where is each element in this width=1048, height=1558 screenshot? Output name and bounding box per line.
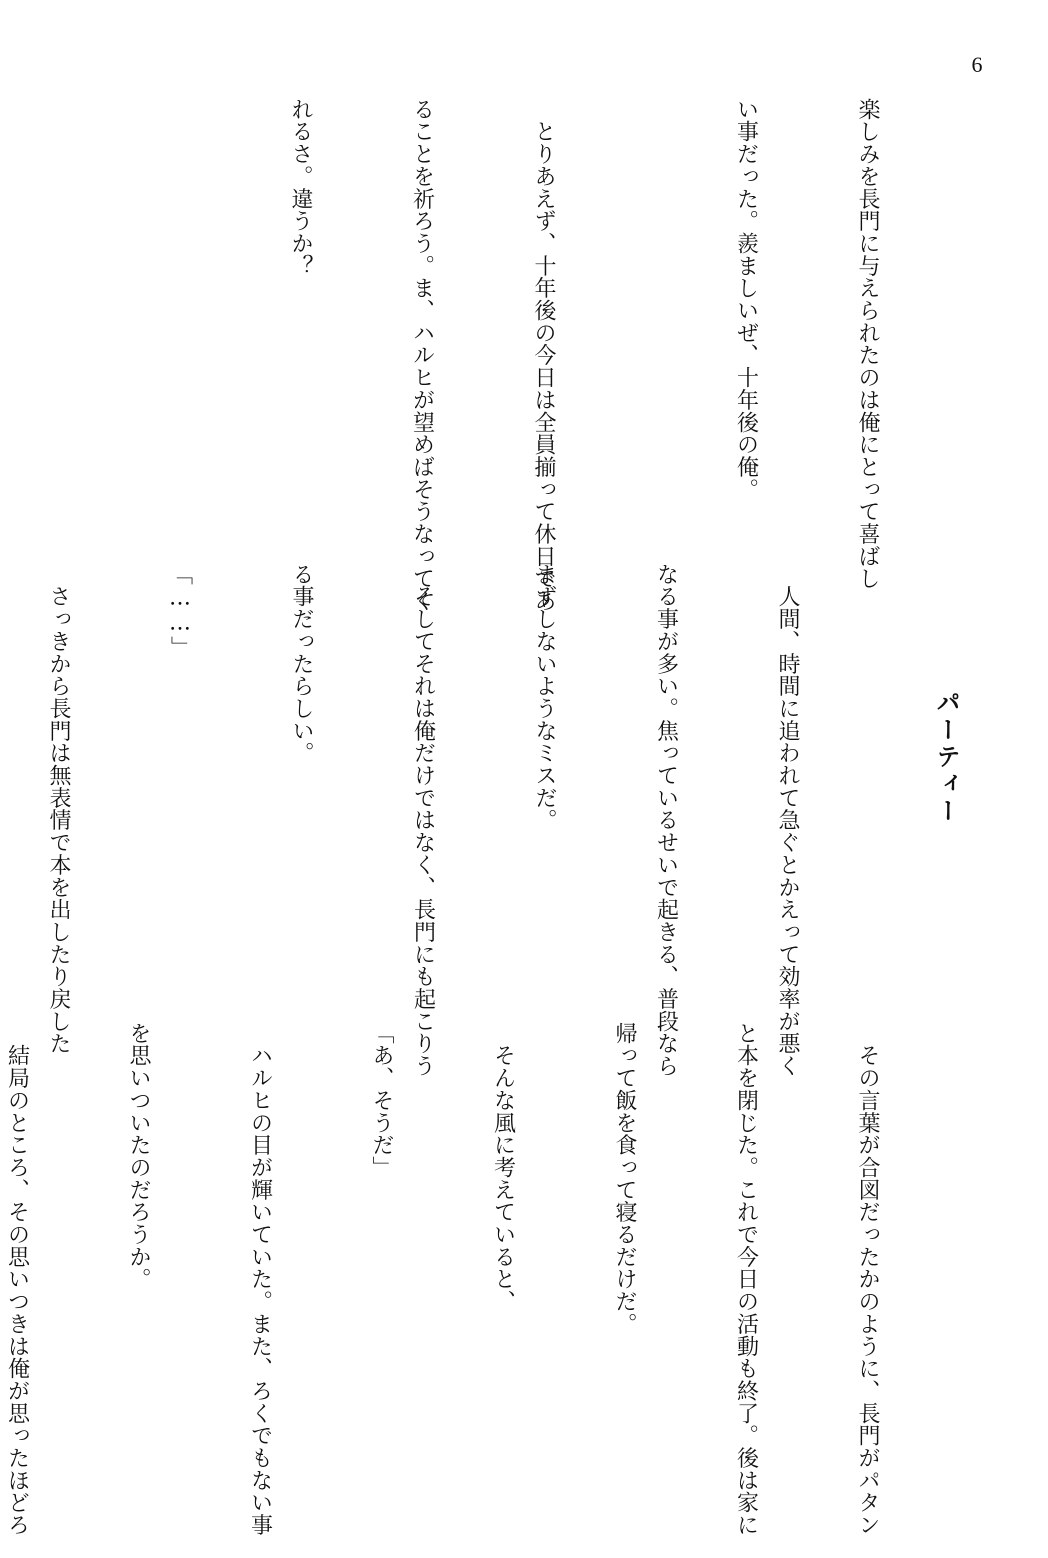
text-line: い事だった。羨ましいぜ、十年後の俺。	[733, 98, 759, 501]
text-line: と本を閉じた。これで今日の活動も終了。後は家に	[733, 1022, 759, 1537]
bottom-text-block	[0, 1022, 968, 1537]
text-line: 「あ、そうだ」	[369, 1022, 394, 1179]
text-line: 人間、時間に追われて急ぐとかえって効率が悪く	[775, 563, 800, 1078]
text-line: 結局のところ、その思いつきは俺が思ったほどろ	[4, 1022, 30, 1537]
text-line: を思いついたのだろうか。	[126, 1022, 151, 1291]
text-line: 「……」	[167, 563, 193, 659]
text-line: とりあえず、十年後の今日は全員揃って休日であ	[531, 98, 556, 613]
text-line: まずしないようなミスだ。	[532, 563, 557, 832]
text-line: そしてそれは俺だけではなく、長門にも起こりう	[410, 563, 436, 1078]
section-heading: パーティー	[932, 690, 961, 825]
text-line: その言葉が合図だったかのように、長門がパタン	[855, 1022, 880, 1537]
text-line: 帰って飯を食って寝るだけだ。	[612, 1022, 637, 1335]
text-line: 楽しみを長門に与えられたのは俺にとって喜ばし	[855, 98, 880, 590]
text-line: そんな風に考えていると、	[490, 1022, 516, 1313]
page-number: 6	[971, 52, 983, 77]
text-line: ることを祈ろう。ま、ハルヒが望めばそうなってく	[409, 98, 435, 613]
text-line: ハルヒの目が輝いていた。また、ろくでもない事	[247, 1022, 273, 1537]
top-text-block	[239, 98, 968, 613]
text-line: なる事が多い。焦っているせいで起きる、普段なら	[653, 563, 679, 1078]
middle-text-block	[0, 563, 888, 1078]
text-line: る事だったらしい。	[289, 563, 314, 765]
text-line: れるさ。違うか？	[288, 98, 313, 277]
text-line: さっきから長門は無表情で本を出したり戻した	[46, 563, 71, 1055]
